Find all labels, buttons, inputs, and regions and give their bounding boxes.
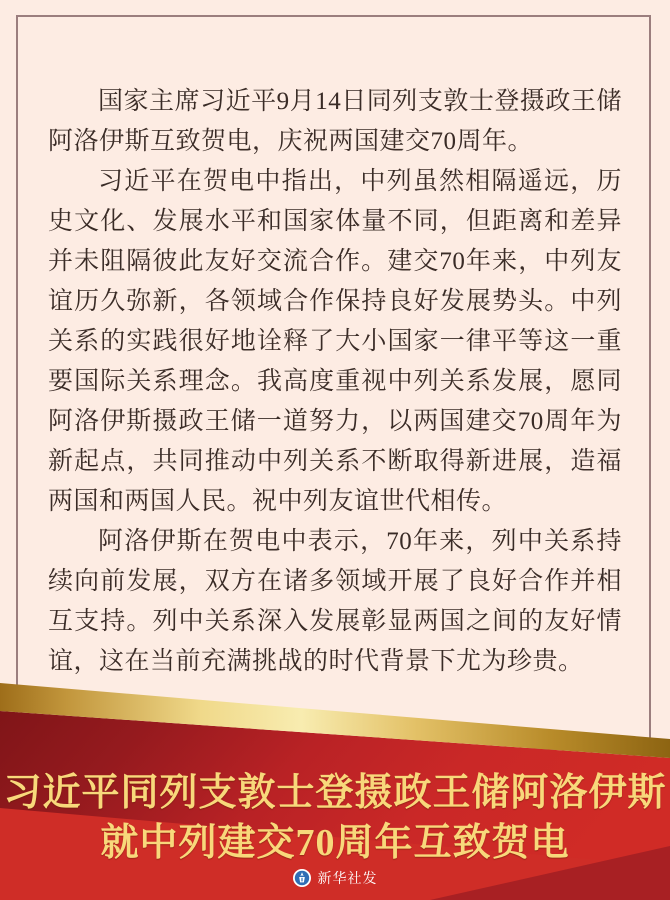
article-paragraph: 习近平在贺电中指出，中列虽然相隔遥远，历史文化、发展水平和国家体量不同，但距离和差异并未阻隔彼此友好交流合作。建交70年来，中列友谊历久弥新，各领域合作保持良好发展势头。中列关系的实践很好地诠释了大小国家一律平等这一重要国际关系理念。我高度重视中列关系发展，愿同阿洛伊斯摄政王储一道努力，以两国建交70周年为新起点，共同推动中列关系不断取得新进展，造福两国和两国人民。祝中列友谊世代相传。	[48, 168, 622, 515]
credit-line	[0, 867, 670, 889]
banner-title	[0, 768, 670, 868]
article-body	[48, 82, 622, 682]
xinhua-logo-icon	[293, 869, 311, 887]
credit-label: 新华社发	[317, 870, 378, 886]
banner-title-line1: 习近平同列支敦士登摄政王储阿洛伊斯	[3, 772, 667, 814]
banner-title-line2: 就中列建交70周年互致贺电	[100, 822, 570, 864]
article-paragraph: 国家主席习近平9月14日同列支敦士登摄政王储阿洛伊斯互致贺电，庆祝两国建交70周年。	[48, 88, 622, 155]
article-paragraph: 阿洛伊斯在贺电中表示，70年来，列中关系持续向前发展，双方在诸多领域开展了良好合作并相互支持。列中关系深入发展彰显两国之间的友好情谊，这在当前充满挑战的时代背景下尤为珍贵。	[48, 528, 622, 675]
